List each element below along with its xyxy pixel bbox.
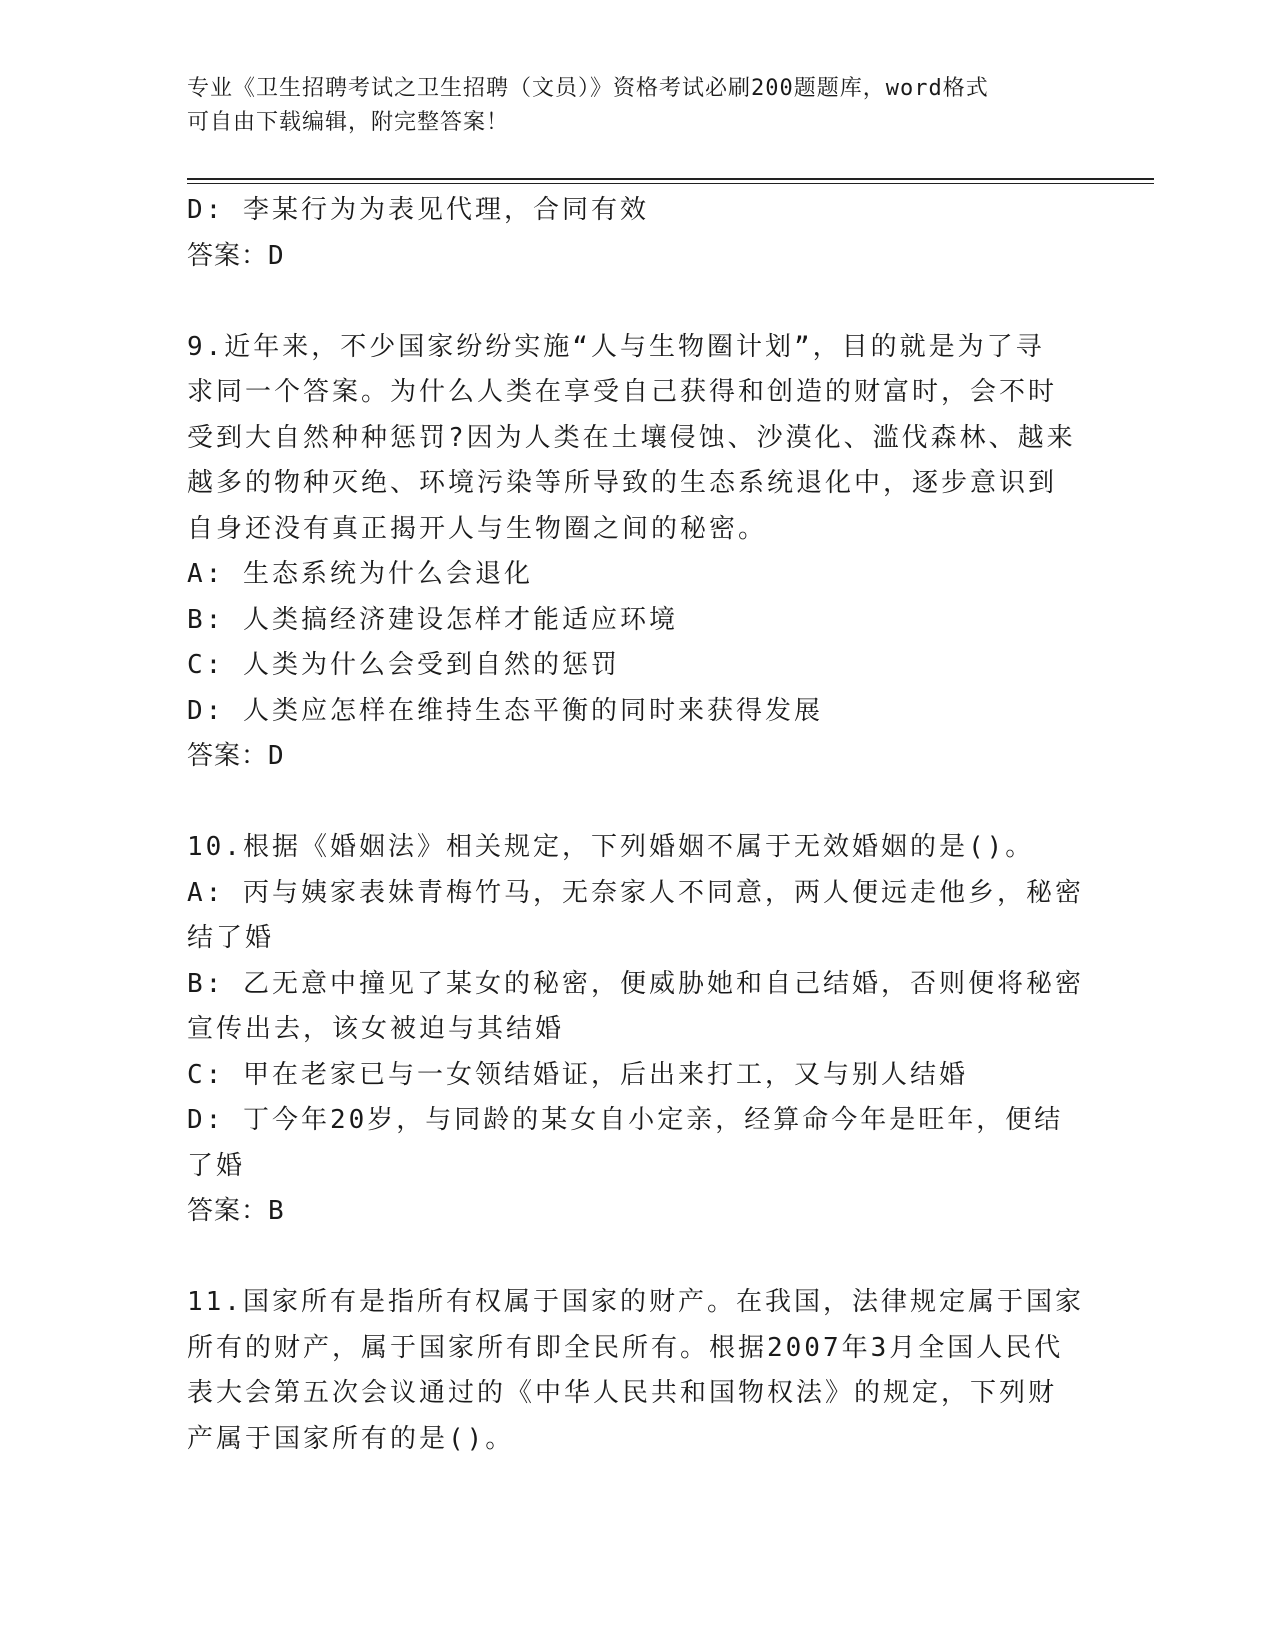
q10-option-a-line-1: A: 丙与姨家表妹青梅竹马，无奈家人不同意，两人便远走他乡，秘密 (187, 877, 1084, 908)
q8-answer: 答案：D (187, 240, 285, 271)
q10-option-d-line-1: D: 丁今年20岁，与同龄的某女自小定亲，经算命今年是旺年，便结 (187, 1105, 1064, 1135)
q9-stem-line-3: 受到大自然种种惩罚?因为人类在土壤侵蚀、沙漠化、滥伐森林、越来 (187, 422, 1076, 453)
question-10 (187, 825, 1087, 1235)
q10-answer: 答案：B (187, 1196, 285, 1226)
q9-option-d: D: 人类应怎样在维持生态平衡的同时来获得发展 (187, 695, 823, 726)
q9-option-a: A: 生态系统为什么会退化 (187, 559, 533, 589)
question-8-tail (187, 188, 1087, 279)
q10-stem: 10.根据《婚姻法》相关规定，下列婚姻不属于无效婚姻的是()。 (187, 832, 1035, 862)
q9-stem-line-2: 求同一个答案。为什么人类在享受自己获得和创造的财富时，会不时 (187, 377, 1058, 407)
question-11 (187, 1280, 1087, 1462)
q9-stem-line-1: 9.近年来，不少国家纷纷实施“人与生物圈计划”，目的就是为了寻 (187, 331, 1045, 362)
q8-option-d: D: 李某行为为表见代理，合同有效 (187, 195, 649, 225)
header-rule-thick (187, 178, 1154, 180)
q9-answer: 答案：D (187, 741, 285, 771)
document-header (187, 72, 1077, 140)
q11-stem-line-3: 表大会第五次会议通过的《中华人民共和国物权法》的规定，下列财 (187, 1378, 1058, 1408)
q10-option-b-line-2: 宣传出去，该女被迫与其结婚 (187, 1014, 565, 1044)
q10-option-d-line-2: 了婚 (187, 1150, 246, 1181)
q10-option-a-line-2: 结了婚 (187, 923, 275, 953)
q11-stem-line-2: 所有的财产，属于国家所有即全民所有。根据2007年3月全国人民代 (187, 1332, 1064, 1363)
q10-option-b-line-1: B: 乙无意中撞见了某女的秘密，便威胁她和自己结婚，否则便将秘密 (187, 968, 1084, 999)
header-line-2: 可自由下载编辑，附完整答案！ (187, 110, 510, 135)
q9-stem-line-4: 越多的物种灭绝、环境污染等所导致的生态系统退化中，逐步意识到 (187, 468, 1058, 498)
q9-stem-line-5: 自身还没有真正揭开人与生物圈之间的秘密。 (187, 513, 768, 544)
q9-option-c: C: 人类为什么会受到自然的惩罚 (187, 650, 620, 680)
q10-option-c: C: 甲在老家已与一女领结婚证，后出来打工，又与别人结婚 (187, 1059, 968, 1090)
document-body (187, 188, 1087, 1462)
q11-stem-line-4: 产属于国家所有的是()。 (187, 1423, 515, 1454)
header-line-1: 专业《卫生招聘考试之卫生招聘（文员）》资格考试必刷200题题库，word格式 (187, 76, 989, 101)
q9-option-b: B: 人类搞经济建设怎样才能适应环境 (187, 604, 678, 635)
question-9 (187, 325, 1087, 780)
header-rule-thin (187, 183, 1154, 184)
q11-stem-line-1: 11.国家所有是指所有权属于国家的财产。在我国，法律规定属于国家 (187, 1287, 1084, 1317)
